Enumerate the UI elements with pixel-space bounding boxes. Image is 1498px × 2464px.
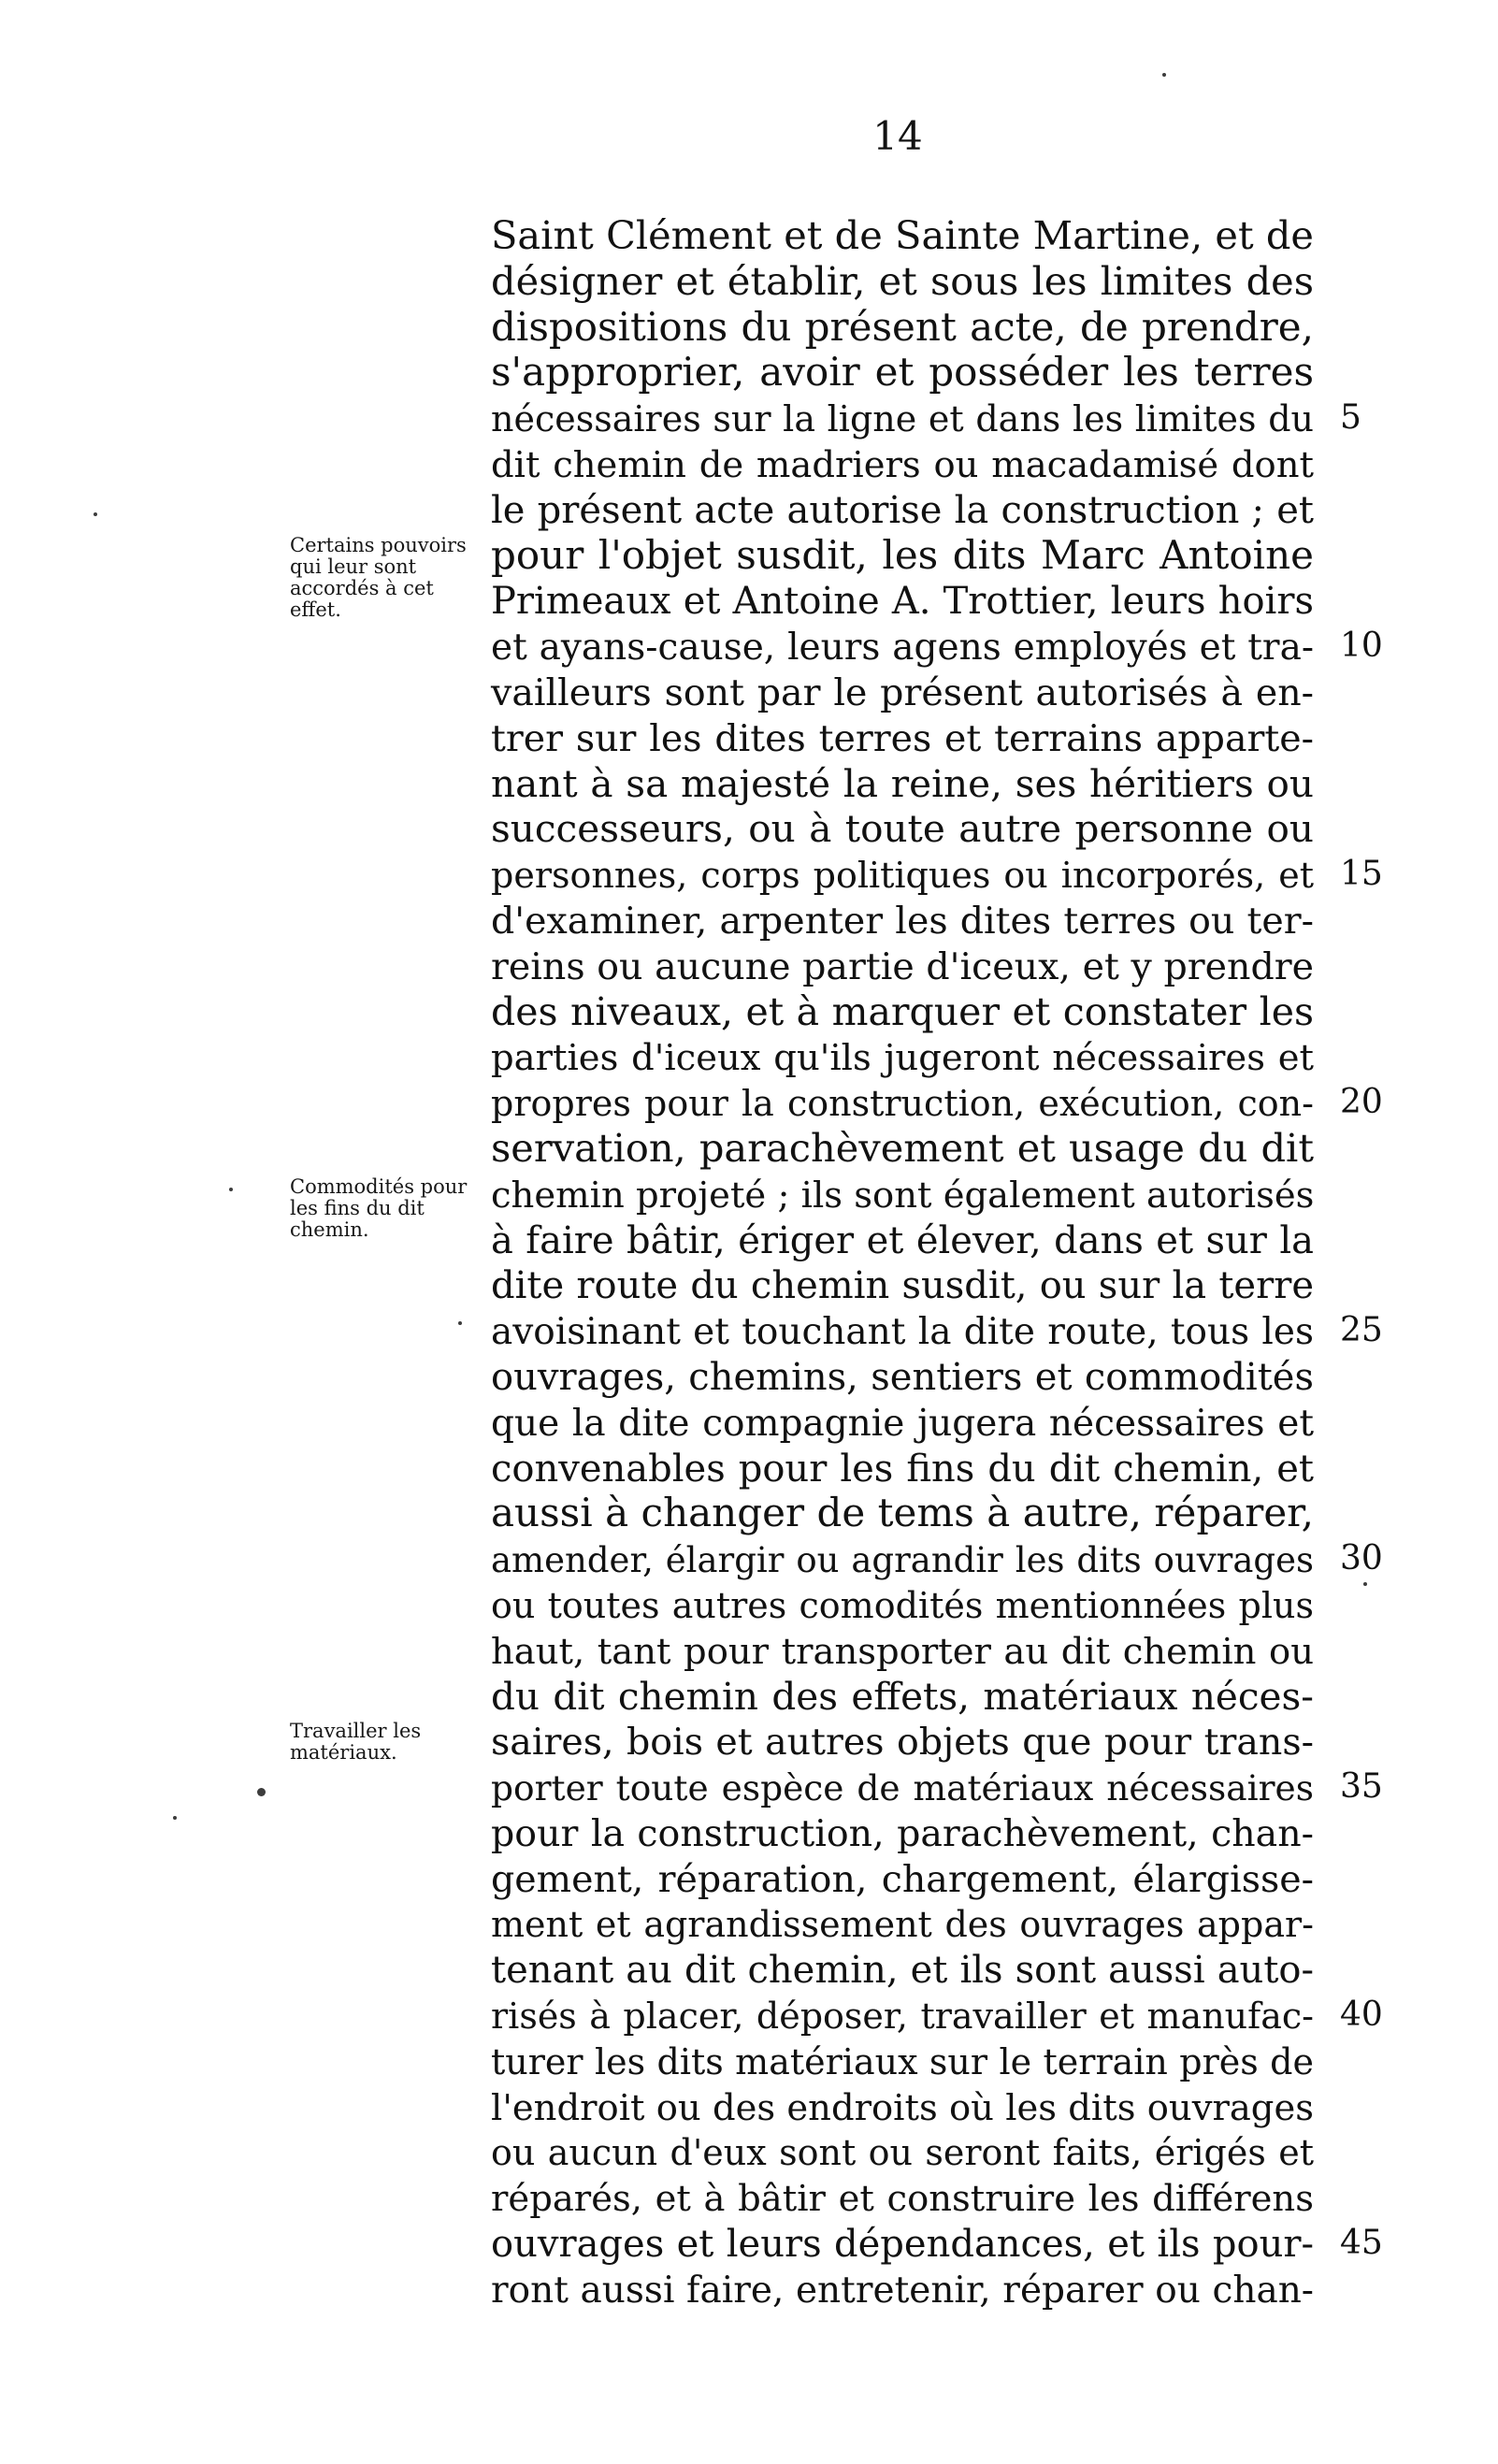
body-text	[491, 212, 1383, 2313]
text-line	[491, 1719, 1334, 1765]
text-line	[491, 1674, 1334, 1720]
margin-note-materials: Travailler les matériaux.	[290, 1720, 422, 1764]
text-line	[491, 2267, 1334, 2313]
text-line-content: amender, élargir ou agrandir les dits ouvrages	[491, 1540, 1314, 1581]
text-line	[491, 1765, 1383, 1810]
text-line	[491, 441, 1334, 487]
text-line-content: l'endroit ou des endroits où les dits ouvrages	[491, 2086, 1314, 2129]
text-line-content: Saint Clément et de Sainte Martine, et de	[491, 212, 1314, 258]
text-line	[491, 1856, 1334, 1902]
text-line-content: turer les dits matériaux sur le terrain près de	[491, 2040, 1314, 2082]
text-line-content: avoisinant et touchant la dite route, tous les	[491, 1311, 1314, 1354]
text-line	[491, 2039, 1334, 2084]
print-speck	[257, 1788, 266, 1796]
text-line-content: le présent acte autorise la construction ; et	[491, 488, 1314, 532]
text-line-content: ou aucun d'eux sont ou seront faits, érigés et	[491, 2132, 1314, 2174]
text-line	[491, 1262, 1334, 1308]
text-line	[491, 989, 1334, 1035]
line-number: 20	[1340, 1083, 1383, 1122]
print-speck	[94, 512, 97, 516]
text-line	[491, 1901, 1334, 1947]
text-line	[491, 1034, 1334, 1080]
text-line	[491, 305, 1334, 351]
text-line	[491, 2175, 1334, 2221]
text-line	[491, 1080, 1383, 1126]
text-line	[491, 624, 1383, 670]
text-line-content: servation, parachèvement et usage du dit	[491, 1124, 1314, 1171]
line-number: 40	[1340, 1996, 1383, 2035]
print-speck	[229, 1188, 233, 1191]
text-line	[491, 259, 1334, 305]
text-line-content: gement, réparation, chargement, élargisse-	[491, 1857, 1314, 1901]
text-line-content: aussi à changer de tems à autre, réparer,	[491, 1490, 1314, 1536]
text-line-content: et ayans-cause, leurs agens employés et tra-	[491, 627, 1314, 670]
text-line-content: propres pour la construction, exécution, con-	[491, 1083, 1314, 1125]
text-line	[491, 213, 1334, 259]
text-line	[491, 2129, 1334, 2175]
text-line-content: ouvrages et leurs dépendances, et ils pour-	[491, 2223, 1314, 2267]
text-line	[491, 1582, 1334, 1628]
text-line	[491, 1218, 1334, 1263]
text-line	[491, 1354, 1334, 1400]
text-line	[491, 578, 1334, 624]
text-line	[491, 1446, 1334, 1491]
text-line-content: tenant au dit chemin, et ils sont aussi auto-	[491, 1949, 1314, 1993]
text-line-content: risés à placer, déposer, travailler et manufac-	[491, 1996, 1314, 2038]
text-line-content: Primeaux et Antoine A. Trottier, leurs hoirs	[491, 580, 1314, 624]
text-line-content: convenables pour les fins du dit chemin, et	[491, 1447, 1314, 1491]
line-number: 30	[1340, 1539, 1383, 1578]
text-line-content: à faire bâtir, ériger et élever, dans et sur la	[491, 1218, 1314, 1262]
text-line-content: pour l'objet susdit, les dits Marc Antoine	[491, 531, 1314, 578]
text-line-content: s'approprier, avoir et posséder les terres	[491, 349, 1314, 396]
text-line	[491, 1947, 1334, 1993]
text-line-content: que la dite compagnie jugera nécessaires et	[491, 1402, 1314, 1445]
text-line-content: ront aussi faire, entretenir, réparer ou chan-	[491, 2269, 1314, 2312]
text-line-content: du dit chemin des effets, matériaux néces-	[491, 1673, 1314, 1719]
text-line	[491, 715, 1334, 761]
text-line	[491, 1810, 1334, 1856]
text-line	[491, 1628, 1334, 1674]
line-number: 35	[1340, 1767, 1383, 1807]
text-line-content: nant à sa majesté la reine, ses héritiers ou	[491, 760, 1314, 806]
text-line-content: réparés, et à bâtir et construire les différens	[491, 2178, 1314, 2221]
line-number: 15	[1340, 855, 1383, 894]
text-line	[491, 944, 1334, 989]
text-line	[491, 533, 1334, 579]
text-line	[491, 852, 1383, 898]
text-line-content: dit chemin de madriers ou macadamisé dont	[491, 443, 1314, 486]
line-number: 5	[1340, 398, 1361, 438]
line-number: 10	[1340, 627, 1383, 666]
text-line	[491, 2221, 1383, 2267]
text-line-content: ou toutes autres comodités mentionnées plus	[491, 1584, 1314, 1626]
text-line-content: personnes, corps politiques ou incorporés, et	[491, 855, 1314, 897]
print-speck	[1363, 1582, 1367, 1586]
text-line	[491, 1536, 1383, 1582]
text-line	[491, 487, 1334, 533]
print-speck	[458, 1321, 462, 1325]
text-line	[491, 350, 1334, 396]
text-line-content: des niveaux, et à marquer et constater les	[491, 988, 1314, 1034]
text-line-content: dispositions du présent acte, de prendre,	[491, 303, 1314, 350]
text-line	[491, 1400, 1334, 1446]
margin-note-powers: Certains pouvoirs qui leur sont accordés à cet effet.	[290, 534, 467, 621]
text-line-content: parties d'iceux qu'ils jugeront nécessaires et	[491, 1037, 1314, 1080]
text-line-content: ment et agrandissement des ouvrages appar-	[491, 1904, 1314, 1946]
text-line-content: haut, tant pour transporter au dit chemin ou	[491, 1630, 1314, 1673]
text-line	[491, 396, 1361, 441]
text-line	[491, 1126, 1334, 1172]
text-line-content: chemin projeté ; ils sont également autorisés	[491, 1174, 1315, 1217]
text-line	[491, 898, 1334, 944]
text-line	[491, 1308, 1383, 1354]
text-line-content: trer sur les dites terres et terrains apparte-	[491, 716, 1314, 760]
text-line	[491, 806, 1334, 852]
text-line-content: d'examiner, arpenter les dites terres ou ter-	[491, 899, 1314, 943]
text-line-content: porter toute espèce de matériaux nécessaires	[491, 1767, 1314, 1809]
text-line-content: ouvrages, chemins, sentiers et commodités	[491, 1355, 1314, 1399]
text-line	[491, 1172, 1334, 1218]
text-line-content: nécessaires sur la ligne et dans les limites du	[491, 398, 1314, 440]
text-line	[491, 2084, 1334, 2130]
text-line-content: reins ou aucune partie d'iceux, et y prendre	[491, 944, 1314, 988]
text-line	[491, 1491, 1334, 1536]
text-line-content: dite route du chemin susdit, ou sur la terre	[491, 1264, 1314, 1308]
print-speck	[173, 1816, 177, 1820]
text-line	[491, 670, 1334, 715]
margin-note-commodities: Commodités pour les fins du dit chemin.	[290, 1175, 468, 1241]
line-number: 45	[1340, 2224, 1383, 2263]
text-line-content: pour la construction, parachèvement, chan-	[491, 1811, 1314, 1855]
text-line-content: saires, bois et autres objets que pour trans-	[491, 1721, 1314, 1765]
text-line-content: désigner et établir, et sous les limites des	[491, 257, 1314, 304]
text-line-content: vailleurs sont par le présent autorisés à en-	[491, 670, 1314, 714]
text-line-content: successeurs, ou à toute autre personne ou	[491, 806, 1314, 852]
line-number: 25	[1340, 1311, 1383, 1350]
text-line	[491, 761, 1334, 807]
text-line	[491, 1993, 1383, 2039]
page-number: 14	[872, 113, 923, 159]
print-speck	[1162, 73, 1166, 77]
